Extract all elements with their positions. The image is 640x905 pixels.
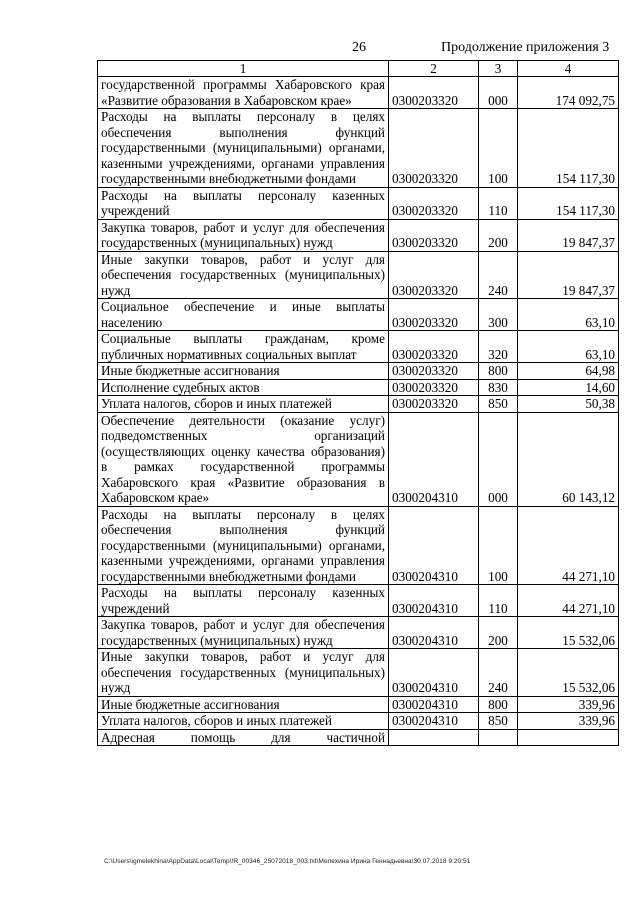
row-amount: 19 847,37 <box>518 251 619 299</box>
row-name: Расходы на выплаты персоналу казенных учреждений <box>98 585 389 617</box>
row-code: 0300204310 <box>389 649 479 697</box>
row-expense-type: 200 <box>479 219 518 251</box>
row-expense-type: 240 <box>479 649 518 697</box>
row-amount: 154 117,30 <box>518 109 619 188</box>
row-name: Адресная помощь для частичной <box>98 729 389 746</box>
row-code: 0300204310 <box>389 617 479 649</box>
table-row <box>98 379 619 396</box>
row-name: Расходы на выплаты персоналу казенных учреждений <box>98 187 389 219</box>
row-name: Уплата налогов, сборов и иных платежей <box>98 396 389 413</box>
table-row <box>98 219 619 251</box>
row-code: 0300204310 <box>389 585 479 617</box>
row-name: Иные закупки товаров, работ и услуг для обеспечения государственных (муниципальных) нужд <box>98 251 389 299</box>
row-expense-type <box>479 729 518 746</box>
row-expense-type: 320 <box>479 331 518 363</box>
row-amount: 174 092,75 <box>518 77 619 109</box>
row-expense-type: 110 <box>479 187 518 219</box>
row-amount: 19 847,37 <box>518 219 619 251</box>
row-amount: 63,10 <box>518 331 619 363</box>
table-row <box>98 729 619 746</box>
row-name: государственной программы Хабаровского края «Развитие образования в Хабаровском крае» <box>98 77 389 109</box>
continuation-note: Продолжение приложения 3 <box>441 40 610 55</box>
column-header: 4 <box>518 61 619 77</box>
table-row <box>98 299 619 331</box>
row-name: Исполнение судебных актов <box>98 379 389 396</box>
row-expense-type: 850 <box>479 713 518 730</box>
row-expense-type: 200 <box>479 617 518 649</box>
row-expense-type: 110 <box>479 585 518 617</box>
row-name: Обеспечение деятельности (оказание услуг) подведомственных организаций (осуществляющих оценку качества образования) в рамках государственной программы Хабаровского края «Развитие образования в Хабаровском крае» <box>98 412 389 506</box>
row-code: 0300204310 <box>389 713 479 730</box>
row-amount: 14,60 <box>518 379 619 396</box>
table-row <box>98 585 619 617</box>
row-name: Иные бюджетные ассигнования <box>98 696 389 713</box>
row-code: 0300203320 <box>389 109 479 188</box>
row-amount: 154 117,30 <box>518 187 619 219</box>
row-amount: 15 532,06 <box>518 617 619 649</box>
row-code: 0300203320 <box>389 187 479 219</box>
row-code: 0300204310 <box>389 506 479 585</box>
row-amount: 15 532,06 <box>518 649 619 697</box>
table-row <box>98 251 619 299</box>
row-expense-type: 000 <box>479 77 518 109</box>
row-expense-type: 850 <box>479 396 518 413</box>
table-row <box>98 412 619 506</box>
row-amount: 50,38 <box>518 396 619 413</box>
row-amount: 44 271,10 <box>518 506 619 585</box>
row-name: Иные бюджетные ассигнования <box>98 363 389 380</box>
row-amount: 63,10 <box>518 299 619 331</box>
table-row <box>98 713 619 730</box>
row-expense-type: 300 <box>479 299 518 331</box>
row-code: 0300203320 <box>389 379 479 396</box>
table-row <box>98 649 619 697</box>
header-row <box>98 61 619 77</box>
row-code: 0300203320 <box>389 299 479 331</box>
row-amount: 60 143,12 <box>518 412 619 506</box>
row-expense-type: 100 <box>479 109 518 188</box>
table-row <box>98 187 619 219</box>
row-amount: 339,96 <box>518 713 619 730</box>
table-row <box>98 506 619 585</box>
page-number: 26 <box>352 40 366 55</box>
row-amount <box>518 729 619 746</box>
row-name: Иные закупки товаров, работ и услуг для обеспечения государственных (муниципальных) нужд <box>98 649 389 697</box>
table-row <box>98 109 619 188</box>
row-name: Закупка товаров, работ и услуг для обеспечения государственных (муниципальных) нужд <box>98 617 389 649</box>
row-code: 0300204310 <box>389 696 479 713</box>
row-code: 0300203320 <box>389 77 479 109</box>
row-code <box>389 729 479 746</box>
table-row <box>98 617 619 649</box>
column-header: 2 <box>389 61 479 77</box>
table-row <box>98 696 619 713</box>
row-expense-type: 830 <box>479 379 518 396</box>
row-code: 0300203320 <box>389 363 479 380</box>
row-code: 0300204310 <box>389 412 479 506</box>
column-header: 1 <box>98 61 389 77</box>
row-code: 0300203320 <box>389 396 479 413</box>
row-expense-type: 800 <box>479 696 518 713</box>
row-name: Расходы на выплаты персоналу в целях обеспечения выполнения функций государственными (муниципальными) органами, казенными учреждениями, органами управления государственными внебюджетными фондами <box>98 109 389 188</box>
budget-table <box>97 60 619 746</box>
file-path-footer: C:\Users\igmelekhina\AppData\Local\Temp\!R_00346_25072018_003.txt\Мелехина Ирина Геннадьевна\30.07.2018 9:20:51 <box>104 858 471 865</box>
row-name: Закупка товаров, работ и услуг для обеспечения государственных (муниципальных) нужд <box>98 219 389 251</box>
row-code: 0300203320 <box>389 251 479 299</box>
row-amount: 339,96 <box>518 696 619 713</box>
row-expense-type: 100 <box>479 506 518 585</box>
column-header: 3 <box>479 61 518 77</box>
row-name: Уплата налогов, сборов и иных платежей <box>98 713 389 730</box>
table-row <box>98 77 619 109</box>
table-row <box>98 331 619 363</box>
row-name: Расходы на выплаты персоналу в целях обеспечения выполнения функций государственными (муниципальными) органами, казенными учреждениями, органами управления государственными внебюджетными фондами <box>98 506 389 585</box>
row-amount: 44 271,10 <box>518 585 619 617</box>
row-expense-type: 240 <box>479 251 518 299</box>
row-name: Социальные выплаты гражданам, кроме публичных нормативных социальных выплат <box>98 331 389 363</box>
row-name: Социальное обеспечение и иные выплаты населению <box>98 299 389 331</box>
row-amount: 64,98 <box>518 363 619 380</box>
table-row <box>98 363 619 380</box>
row-expense-type: 800 <box>479 363 518 380</box>
row-code: 0300203320 <box>389 331 479 363</box>
row-code: 0300203320 <box>389 219 479 251</box>
row-expense-type: 000 <box>479 412 518 506</box>
table-row <box>98 396 619 413</box>
